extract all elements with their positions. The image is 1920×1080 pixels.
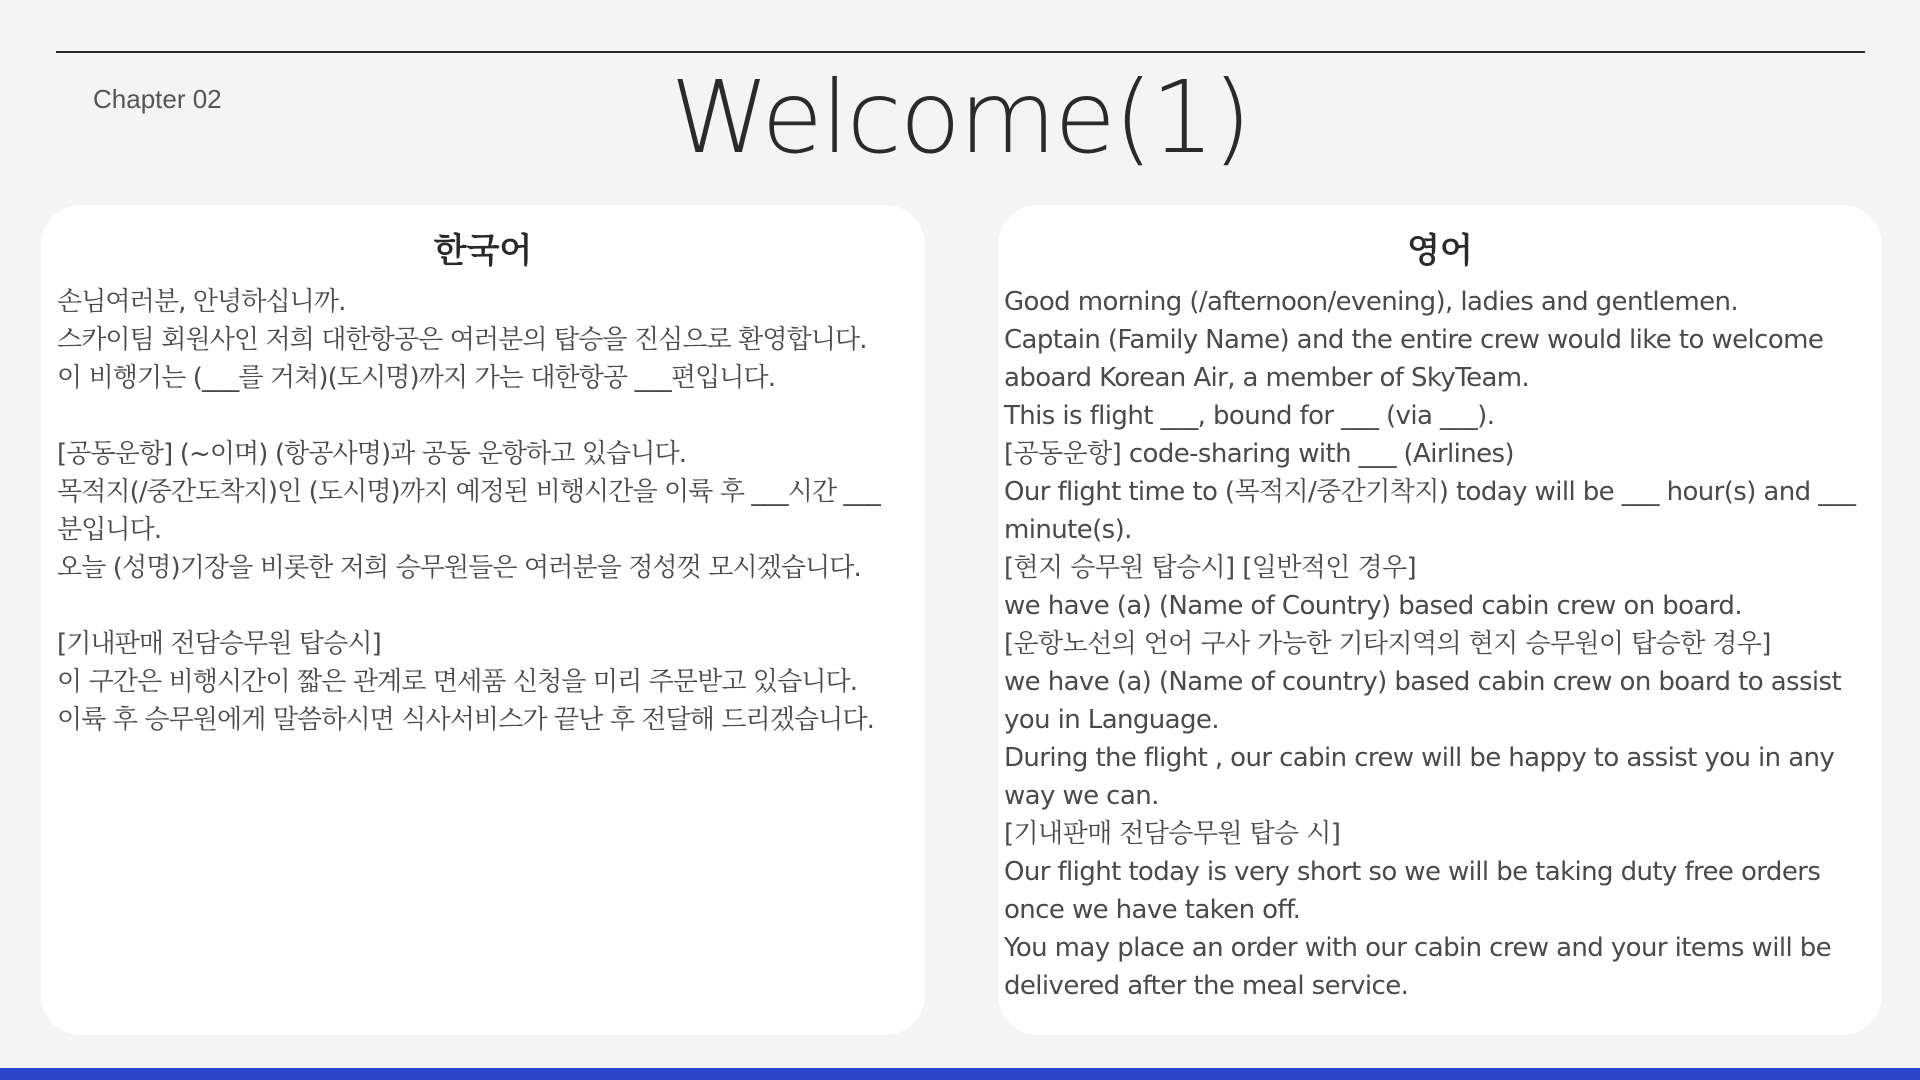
english-line: delivered after the meal service. bbox=[1004, 971, 1409, 1001]
english-line: Our flight today is very short so we will be taking duty free orders bbox=[1004, 857, 1821, 887]
english-line: Our flight time to (목적지/중간기착지) today will be ___ hour(s) and ___ bbox=[1004, 477, 1856, 507]
korean-line: 이 비행기는 (___를 거쳐)(도시명)까지 가는 대한항공 ___편입니다. bbox=[57, 363, 776, 393]
chapter-label: Chapter 02 bbox=[93, 84, 222, 114]
korean-heading: 한국어 bbox=[433, 231, 533, 271]
english-heading: 영어 bbox=[1407, 231, 1473, 271]
english-line: minute(s). bbox=[1004, 515, 1132, 545]
korean-line: 손님여러분, 안녕하십니까. bbox=[57, 287, 346, 317]
top-divider bbox=[56, 51, 1865, 53]
english-line: Good morning (/afternoon/evening), ladies and gentlemen. bbox=[1004, 287, 1739, 317]
korean-line: 스카이팀 회원사인 저희 대한항공은 여러분의 탑승을 진심으로 환영합니다. bbox=[57, 325, 867, 355]
korean-line: [공동운항] (~이며) (항공사명)과 공동 운항하고 있습니다. bbox=[57, 439, 687, 469]
english-line: [기내판매 전담승무원 탑승 시] bbox=[1004, 819, 1341, 849]
korean-line bbox=[57, 397, 911, 435]
english-line: once we have taken off. bbox=[1004, 895, 1301, 925]
korean-line: 이륙 후 승무원에게 말씀하시면 식사서비스가 끝난 후 전달해 드리겠습니다. bbox=[57, 705, 874, 735]
korean-line: 분입니다. bbox=[57, 515, 162, 545]
korean-line: 오늘 (성명)기장을 비롯한 저희 승무원들은 여러분을 정성껏 모시겠습니다. bbox=[57, 553, 861, 583]
english-line: we have (a) (Name of country) based cabin crew on board to assist bbox=[1004, 667, 1842, 697]
english-line: You may place an order with our cabin crew and your items will be bbox=[1004, 933, 1832, 963]
english-line: you in Language. bbox=[1004, 705, 1219, 735]
english-line: [공동운항] code-sharing with ___ (Airlines) bbox=[1004, 439, 1514, 469]
english-line: way we can. bbox=[1004, 781, 1159, 811]
english-line: [운항노선의 언어 구사 가능한 기타지역의 현지 승무원이 탑승한 경우] bbox=[1004, 629, 1771, 659]
bottom-accent-bar bbox=[0, 1068, 1920, 1080]
english-text bbox=[1004, 283, 1868, 1005]
english-line: aboard Korean Air, a member of SkyTeam. bbox=[1004, 363, 1530, 393]
english-line: Captain (Family Name) and the entire crew would like to welcome bbox=[1004, 325, 1824, 355]
korean-line bbox=[57, 587, 911, 625]
korean-line: 이 구간은 비행시간이 짧은 관계로 면세품 신청을 미리 주문받고 있습니다. bbox=[57, 667, 858, 697]
korean-card bbox=[41, 205, 925, 1035]
korean-text bbox=[57, 283, 911, 739]
english-line: During the flight , our cabin crew will be happy to assist you in any bbox=[1004, 743, 1835, 773]
english-line: [현지 승무원 탑승시] [일반적인 경우] bbox=[1004, 553, 1417, 583]
page-title: Welcome(1) bbox=[670, 59, 1250, 176]
english-line: This is flight ___, bound for ___ (via ___). bbox=[1004, 401, 1495, 431]
korean-line: [기내판매 전담승무원 탑승시] bbox=[57, 629, 381, 659]
english-card bbox=[998, 205, 1882, 1035]
english-line: we have (a) (Name of Country) based cabin crew on board. bbox=[1004, 591, 1742, 621]
korean-line: 목적지(/중간도착지)인 (도시명)까지 예정된 비행시간을 이륙 후 ___시간 ___ bbox=[57, 477, 880, 507]
